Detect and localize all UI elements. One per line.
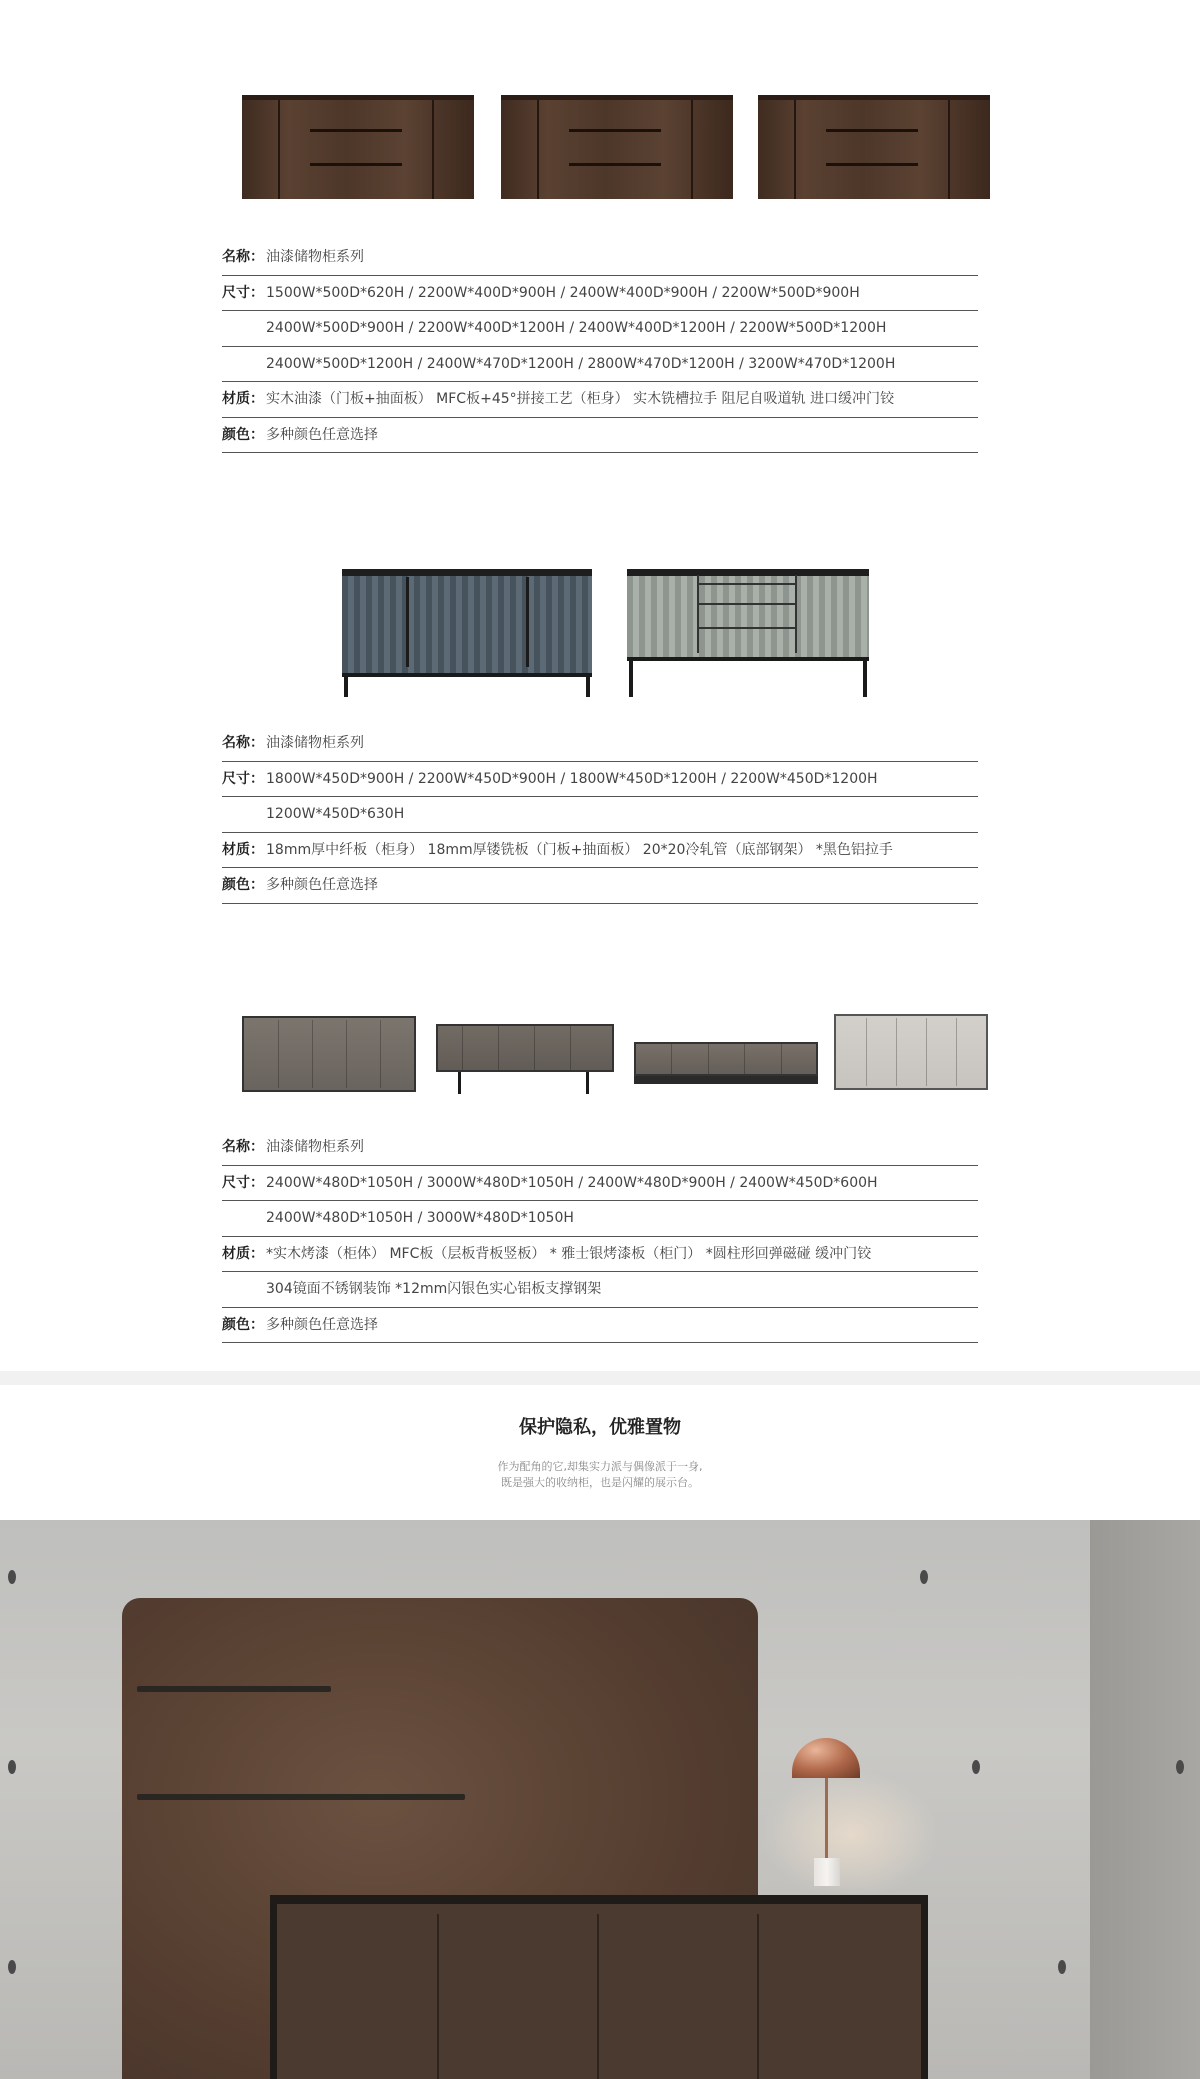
fluted-cabinet-grey [627,569,869,697]
plain-cabinet-dark-legs [436,1024,614,1094]
spec-label: 材质： [222,1245,264,1262]
spec-value: 2400W*500D*1200H / 2400W*470D*1200H / 2800W*470D*1200H / 3200W*470D*1200H [266,355,896,372]
privacy-title: 保护隐私，优雅置物 [519,1417,681,1438]
walnut-cabinet-1 [242,95,474,199]
spec-value: 2400W*480D*1050H / 3000W*480D*1050H [266,1210,574,1226]
wall-hole [972,1760,980,1774]
spec-value: 油漆储物柜系列 [266,1139,364,1155]
spec-value: 油漆储物柜系列 [266,249,364,265]
wall-hole [8,1760,16,1774]
spec-row-material [222,1237,978,1273]
spec-label: 材质： [222,391,264,407]
series1-spec-table [222,240,978,453]
plain-cabinet-low [634,1042,818,1090]
wall-hole [8,1570,16,1584]
spec-row-size-cont [222,1201,978,1237]
spec-label: 颜色： [222,877,264,893]
wall-hole [1176,1760,1184,1774]
spec-value: *实木烤漆（柜体） MFC板（层板背板竖板） * 雅士银烤漆板（柜门） *圆柱形回弹磁碰 缓冲门铰 [266,1245,872,1262]
spec-label: 材质： [222,841,264,858]
spec-value: 多种颜色任意选择 [266,1316,378,1333]
series2-spec-table [222,726,978,904]
spec-value: 油漆储物柜系列 [266,735,364,751]
spec-label: 名称： [222,735,264,751]
spec-value: 多种颜色任意选择 [266,877,378,893]
wall-hole [1058,1960,1066,1974]
spec-row-name [222,1130,978,1166]
privacy-desc-line1: 作为配角的它,却集实力派与偶像派于一身, [497,1460,703,1473]
spec-row-size [222,276,978,312]
series3-spec-table [222,1130,978,1343]
concrete-pillar [1090,1520,1200,2079]
spec-label: 尺寸： [222,1174,264,1191]
spec-value: 1500W*500D*620H / 2200W*400D*900H / 2400W*400D*900H / 2200W*500D*900H [266,284,860,301]
spec-row-name [222,726,978,762]
wall-hole [8,1960,16,1974]
section-divider [0,1371,1200,1385]
privacy-desc-line2: 既是强大的收纳柜，也是闪耀的展示台。 [501,1476,699,1489]
interior-photo [0,1520,1200,2079]
spec-row-size-cont [222,347,978,383]
spec-row-size [222,762,978,798]
spec-value: 18mm厚中纤板（柜身） 18mm厚镂铣板（门板+抽面板） 20*20冷轧管（底部钢架） *黑色铝拉手 [266,841,893,858]
wall-hole [920,1570,928,1584]
lamp-glow [760,1770,940,1900]
spec-value: 多种颜色任意选择 [266,426,378,443]
spec-row-material [222,382,978,418]
spec-label: 名称： [222,1139,264,1155]
spec-label: 名称： [222,249,264,265]
spec-label: 颜色： [222,1316,264,1333]
walnut-cabinet-3 [758,95,990,199]
lamp-base [814,1858,840,1886]
spec-row-size [222,1166,978,1202]
lamp-stem [825,1778,828,1858]
plain-cabinet-light [834,1014,988,1090]
plain-cabinet-dark-tall [242,1016,416,1092]
fluted-cabinet-blue [342,569,592,697]
spec-label: 尺寸： [222,770,264,787]
spec-row-size-cont [222,311,978,347]
spec-value: 304镜面不锈钢装饰 *12mm闪银色实心铝板支撑钢架 [266,1281,602,1297]
wall-shelf [137,1794,465,1800]
spec-value: 2400W*480D*1050H / 3000W*480D*1050H / 2400W*480D*900H / 2400W*450D*600H [266,1174,878,1191]
spec-row-material [222,833,978,869]
spec-row-color [222,1308,978,1344]
lamp-shade [792,1738,860,1778]
walnut-cabinet-2 [501,95,733,199]
spec-value: 1200W*450D*630H [266,806,405,822]
spec-row-color [222,418,978,454]
wall-shelf [137,1686,331,1692]
spec-value: 1800W*450D*900H / 2200W*450D*900H / 1800W*450D*1200H / 2200W*450D*1200H [266,770,878,787]
spec-row-size-cont [222,797,978,833]
spec-value: 实木油漆（门板+抽面板） MFC板+45°拼接工艺（柜身） 实木铣槽拉手 阻尼自吸道轨 进口缓冲门铰 [266,391,894,407]
spec-row-color [222,868,978,904]
sideboard [270,1895,928,2079]
spec-label: 颜色： [222,426,264,443]
spec-label: 尺寸： [222,284,264,301]
spec-row-material-cont [222,1272,978,1308]
spec-row-name [222,240,978,276]
spec-value: 2400W*500D*900H / 2200W*400D*1200H / 2400W*400D*1200H / 2200W*500D*1200H [266,320,887,336]
